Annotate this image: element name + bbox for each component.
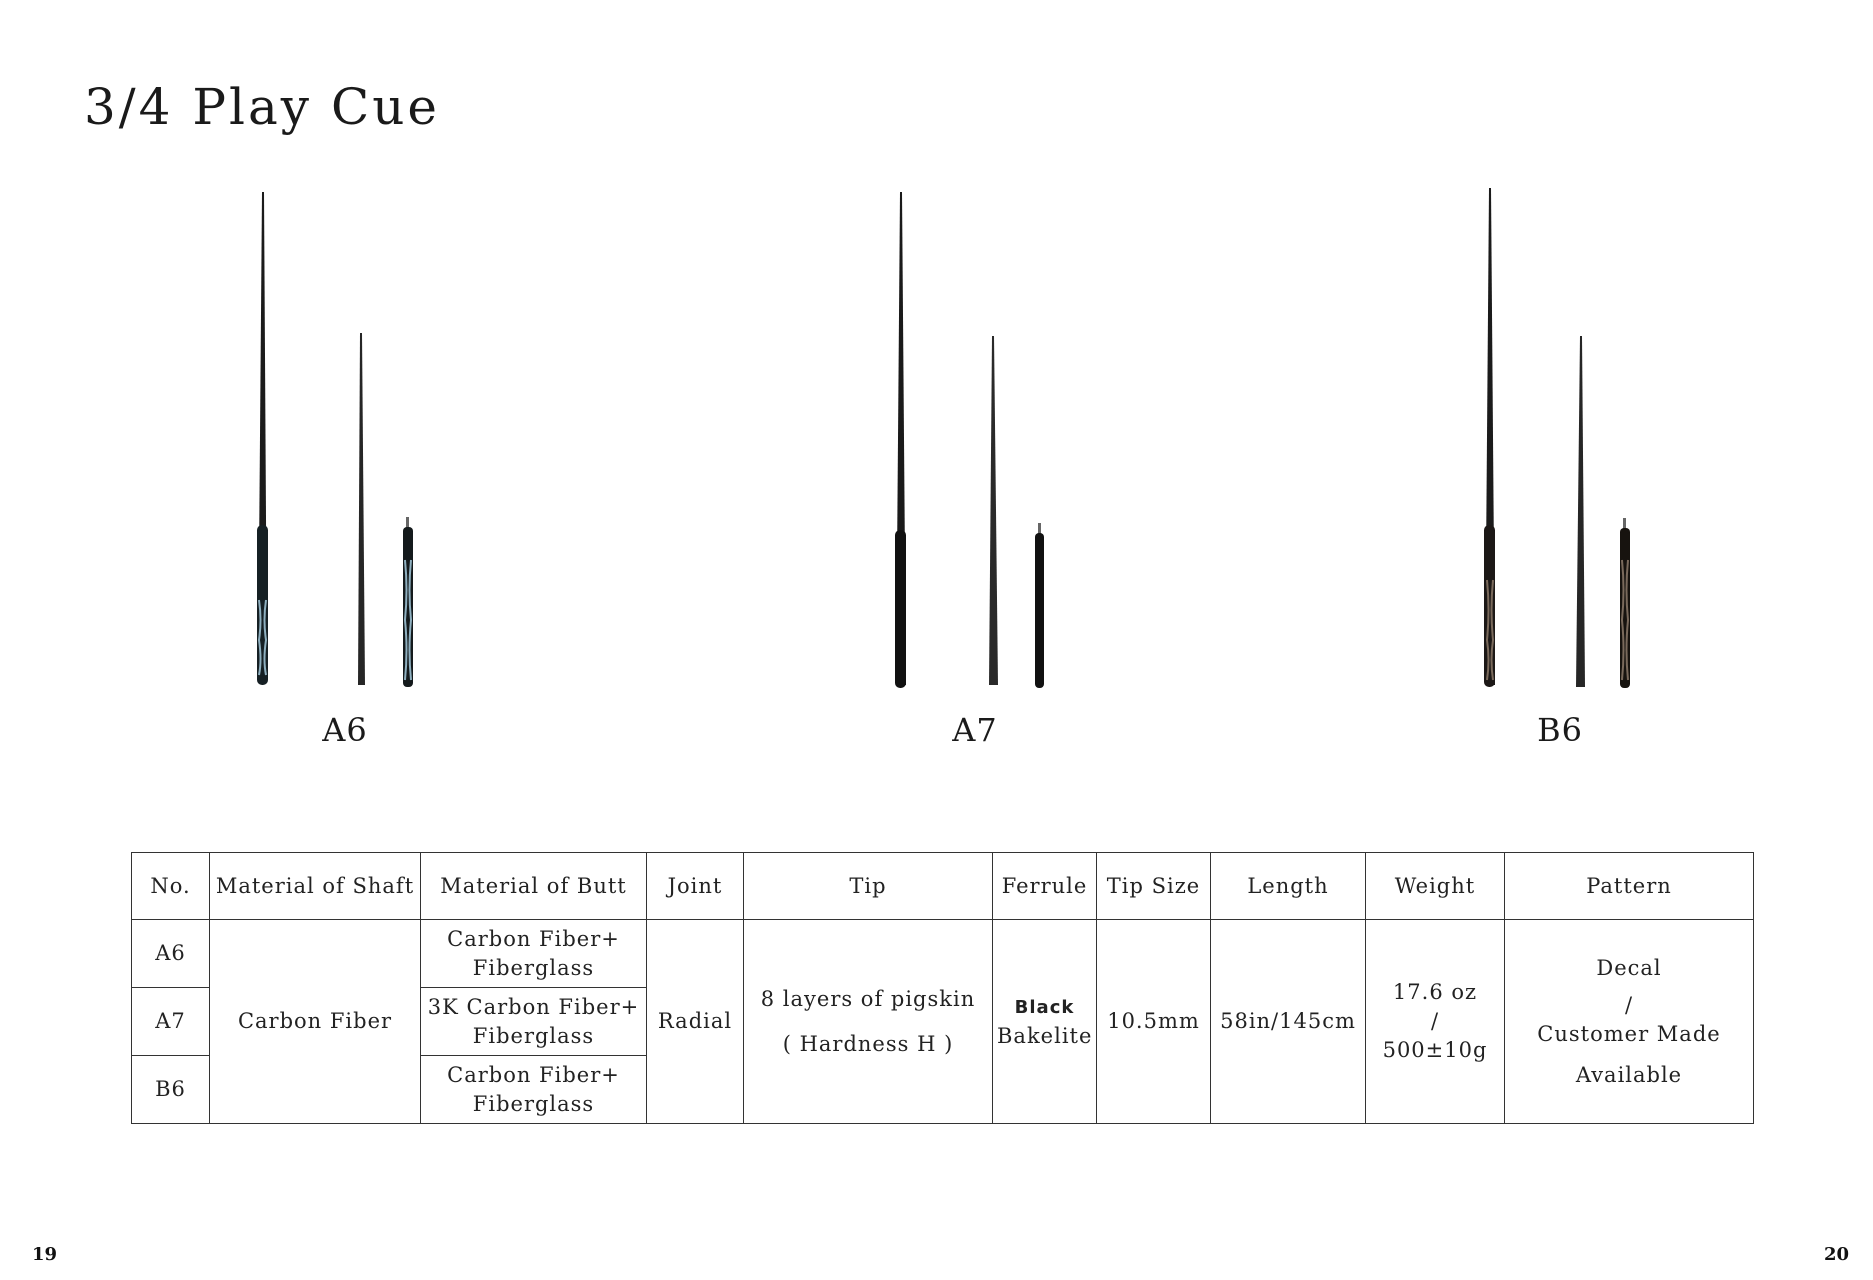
header-ferrule: Ferrule (993, 853, 1097, 920)
cell-material-of-butt: Carbon Fiber+ Fiberglass (421, 920, 647, 988)
header-material-of-butt: Material of Butt (421, 853, 647, 920)
header-joint: Joint (647, 853, 744, 920)
header-length: Length (1211, 853, 1366, 920)
cue-label-a6: A6 (322, 711, 368, 749)
cue-image-b6 (1390, 180, 1730, 700)
cue-image-a6 (175, 180, 515, 700)
cell-pattern (1505, 920, 1754, 1124)
cell-tip (744, 920, 993, 1124)
page-number-left: 19 (32, 1244, 58, 1265)
pattern-line-2: / (1624, 992, 1634, 1017)
pattern-line-1: Decal (1596, 955, 1662, 980)
cue-image-a7 (805, 180, 1145, 700)
weight-line-3: 500±10g (1382, 1038, 1488, 1062)
cue-label-a7: A7 (952, 711, 998, 749)
header-material-of-shaft: Material of Shaft (210, 853, 421, 920)
cue-group-b6 (1390, 180, 1730, 760)
cell-length: 58in/145cm (1211, 920, 1366, 1124)
cue-group-a7 (805, 180, 1145, 760)
tip-line-1: 8 layers of pigskin (760, 986, 976, 1011)
table-row (132, 920, 1754, 988)
cell-ferrule (993, 920, 1097, 1124)
page-title: 3/4 Play Cue (84, 78, 440, 136)
cue-label-b6: B6 (1537, 711, 1583, 749)
cell-material-of-butt: Carbon Fiber+ Fiberglass (421, 1056, 647, 1124)
cell-weight (1366, 920, 1505, 1124)
header-tip: Tip (744, 853, 993, 920)
header-pattern: Pattern (1505, 853, 1754, 920)
header-tip-size: Tip Size (1097, 853, 1211, 920)
spec-table (131, 852, 1754, 1124)
cell-material-of-shaft: Carbon Fiber (210, 920, 421, 1124)
header-weight: Weight (1366, 853, 1505, 920)
table-header-row (132, 853, 1754, 920)
cell-material-of-butt: 3K Carbon Fiber+ Fiberglass (421, 988, 647, 1056)
cell-joint: Radial (647, 920, 744, 1124)
pattern-line-3: Customer Made (1537, 1021, 1721, 1046)
header-no: No. (132, 853, 210, 920)
ferrule-line-2: Bakelite (997, 1023, 1093, 1048)
cell-no: A7 (132, 988, 210, 1056)
weight-line-2: / (1430, 1009, 1440, 1033)
weight-line-1: 17.6 oz (1392, 980, 1478, 1004)
ferrule-line-1: Black (1014, 996, 1075, 1018)
tip-line-2: ( Hardness H ) (782, 1031, 954, 1056)
cell-tip-size: 10.5mm (1097, 920, 1211, 1124)
cell-no: B6 (132, 1056, 210, 1124)
cell-no: A6 (132, 920, 210, 988)
pattern-line-4: Available (1575, 1062, 1683, 1087)
cue-group-a6 (175, 180, 515, 760)
page-number-right: 20 (1823, 1244, 1849, 1265)
